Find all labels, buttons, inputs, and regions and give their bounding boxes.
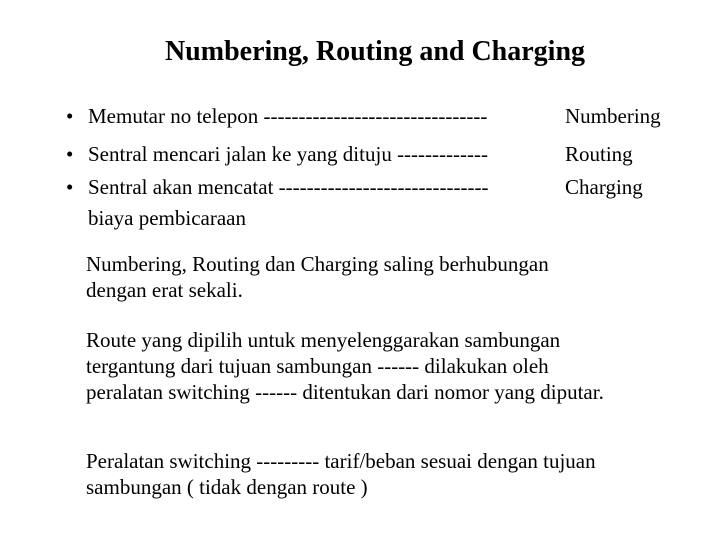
bullet-text: Sentral mencari jalan ke yang dituju ------------- — [88, 142, 488, 166]
bullet-dot-icon: • — [66, 104, 74, 128]
paragraph-line: tergantung dari tujuan sambungan ------ dilakukan oleh — [86, 354, 549, 378]
bullet-text: Sentral akan mencatat ------------------------------ — [88, 175, 489, 199]
paragraph-line: peralatan switching ------ ditentukan dari nomor yang diputar. — [86, 380, 604, 404]
paragraph-switching — [86, 448, 596, 500]
bullet-term: Charging — [565, 175, 643, 199]
paragraph-relation — [86, 251, 549, 303]
bullet-item-numbering — [66, 103, 661, 129]
paragraph-route — [86, 327, 604, 405]
paragraph-line: sambungan ( tidak dengan route ) — [86, 475, 368, 499]
paragraph-line: Route yang dipilih untuk menyelenggarakan sambungan — [86, 328, 561, 352]
bullet-item-routing — [66, 141, 633, 167]
bullet-term: Routing — [565, 142, 633, 166]
bullet-dot-icon: • — [66, 142, 74, 166]
paragraph-line: Numbering, Routing dan Charging saling berhubungan — [86, 252, 549, 276]
bullet-dot-icon: • — [66, 175, 74, 199]
paragraph-line: dengan erat sekali. — [86, 278, 243, 302]
slide-title: Numbering, Routing and Charging — [164, 36, 586, 67]
bullet-continuation: biaya pembicaraan — [88, 206, 246, 230]
paragraph-line: Peralatan switching --------- tarif/beban sesuai dengan tujuan — [86, 449, 596, 473]
bullet-item-charging — [66, 174, 643, 200]
bullet-text: Memutar no telepon -------------------------------- — [88, 104, 488, 128]
bullet-term: Numbering — [565, 104, 661, 128]
